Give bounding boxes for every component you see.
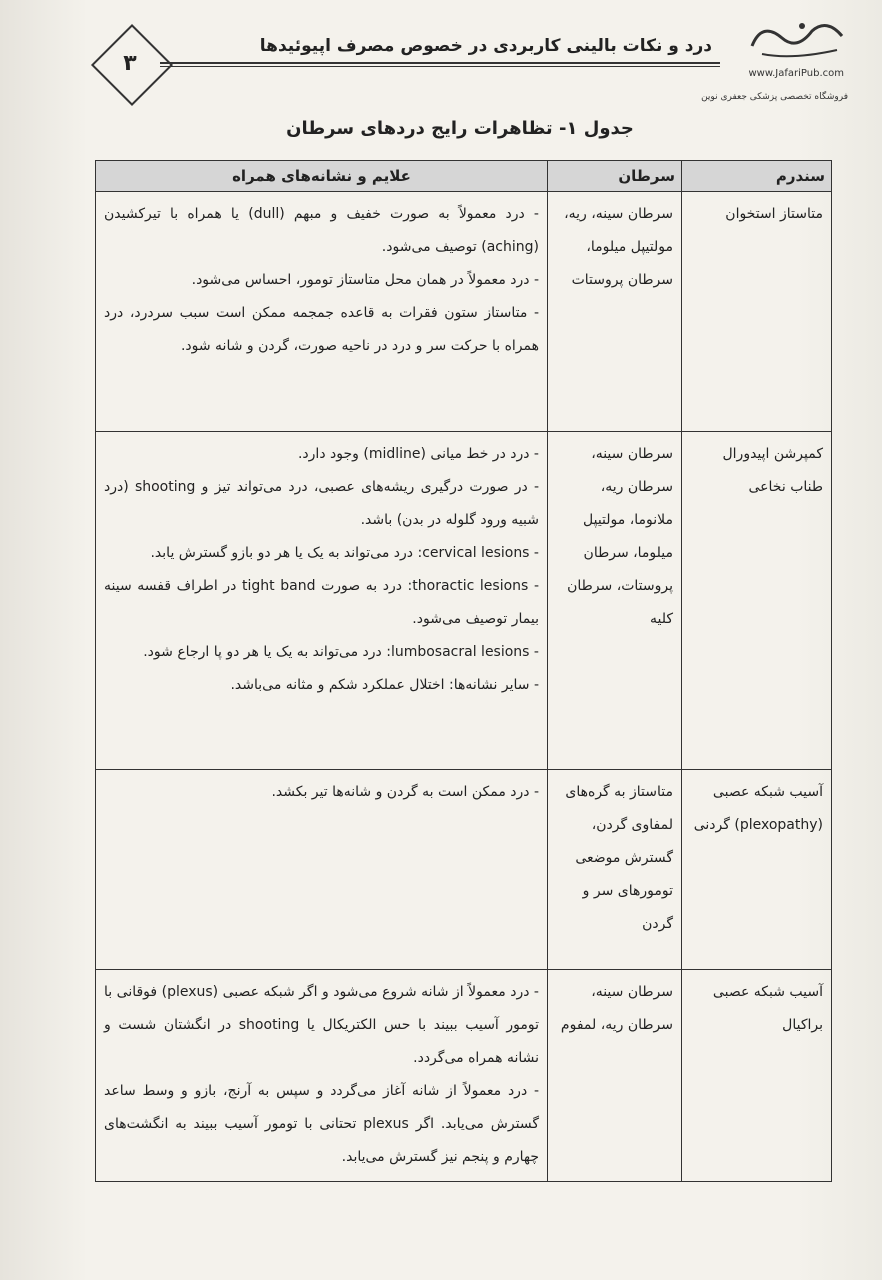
sign-item: - درد ممکن است به گردن و شانه‌ها تیر بکشد.: [271, 784, 539, 800]
sign-item: - درد معمولاً از شانه آغاز می‌گردد و سپس به آرنج، بازو و وسط ساعد گسترش می‌یابد. اگر plexus تحتانی با تومور آسیب ببیند به انگشت‌های چهارم و پنجم نیز گسترش می‌یابد.: [104, 1083, 539, 1165]
header-rule: [160, 62, 720, 64]
sign-item: - درد معمولاً از شانه شروع می‌شود و اگر شبکه عصبی (plexus) فوقانی با تومور آسیب ببیند با حس الکتریکال یا shooting در انگشتان شست و نشانه همراه می‌گردد.: [104, 984, 540, 1066]
header-signs: علایم و نشانه‌های همراه: [96, 161, 548, 192]
header-syndrome: سندرم: [682, 161, 832, 192]
syndrome-cell: متاستاز استخوان: [682, 192, 832, 432]
table-header-row: [96, 161, 832, 192]
sign-item: - متاستاز ستون فقرات به قاعده جمجمه ممکن است سبب سردرد، درد همراه با حرکت سر و درد در ناحیه صورت، گردن و شانه شود.: [104, 305, 539, 354]
cancer-cell: متاستاز به گره‌های لمفاوی گردن، گسترش موضعی تومورهای سر و گردن: [548, 770, 682, 970]
sign-item: - lumbosacral lesions: درد می‌تواند به یک یا هر دو پا ارجاع شود.: [143, 644, 539, 660]
sign-item: - درد در خط میانی (midline) وجود دارد.: [297, 446, 539, 462]
signs-cell: [96, 192, 548, 432]
table-row: [96, 432, 832, 770]
sign-item: - سایر نشانه‌ها: اختلال عملکرد شکم و مثانه می‌باشد.: [230, 677, 539, 693]
syndrome-cell: کمپرشن اپیدورال طناب نخاعی: [682, 432, 832, 770]
signs-cell: [96, 432, 548, 770]
syndrome-cell: آسیب شبکه عصبی براکیال: [682, 970, 832, 1182]
cancer-cell: سرطان سینه، ریه، مولتیپل میلوما، سرطان پروستات: [548, 192, 682, 432]
signs-cell: [96, 770, 548, 970]
sign-item: - thoractic lesions: درد به صورت tight band در اطراف قفسه سینه بیمار توصیف می‌شود.: [104, 578, 539, 627]
cancer-pain-table: [95, 160, 832, 1182]
running-title: درد و نکات بالینی کاربردی در خصوص مصرف اپیوئیدها: [259, 36, 712, 56]
cancer-cell: سرطان سینه، سرطان ریه، ملانوما، مولتیپل میلوما، سرطان پروستات، سرطان کلیه: [548, 432, 682, 770]
sign-item: - درد معمولاً به صورت خفیف و مبهم (dull) یا همراه با تیرکشیدن (aching) توصیف می‌شود.: [104, 206, 539, 255]
syndrome-cell: آسیب شبکه عصبی (plexopathy) گردنی: [682, 770, 832, 970]
sign-item: - درد معمولاً در همان محل متاستاز تومور، احساس می‌شود.: [191, 272, 539, 288]
sign-item: - cervical lesions: درد می‌تواند به یک یا هر دو بازو گسترش یابد.: [150, 545, 539, 561]
header-cancer: سرطان: [548, 161, 682, 192]
table-row: [96, 970, 832, 1182]
publisher-url: www.JafariPub.com: [748, 68, 844, 79]
cancer-cell: سرطان سینه، سرطان ریه، لمفوم: [548, 970, 682, 1182]
table-caption: جدول ۱- تظاهرات رایج دردهای سرطان: [286, 118, 634, 139]
table-row: [96, 192, 832, 432]
table-row: [96, 770, 832, 970]
publisher-logo: [742, 16, 852, 64]
header-rule-thin: [160, 66, 720, 67]
sign-item: - در صورت درگیری ریشه‌های عصبی، درد می‌تواند تیز و shooting (درد شبیه ورود گلوله در بدن) باشد.: [104, 479, 539, 528]
publisher-name: فروشگاه تخصصی پزشکی جعفری نوین: [701, 92, 848, 102]
page-number: ۳: [123, 51, 137, 76]
signs-cell: [96, 970, 548, 1182]
